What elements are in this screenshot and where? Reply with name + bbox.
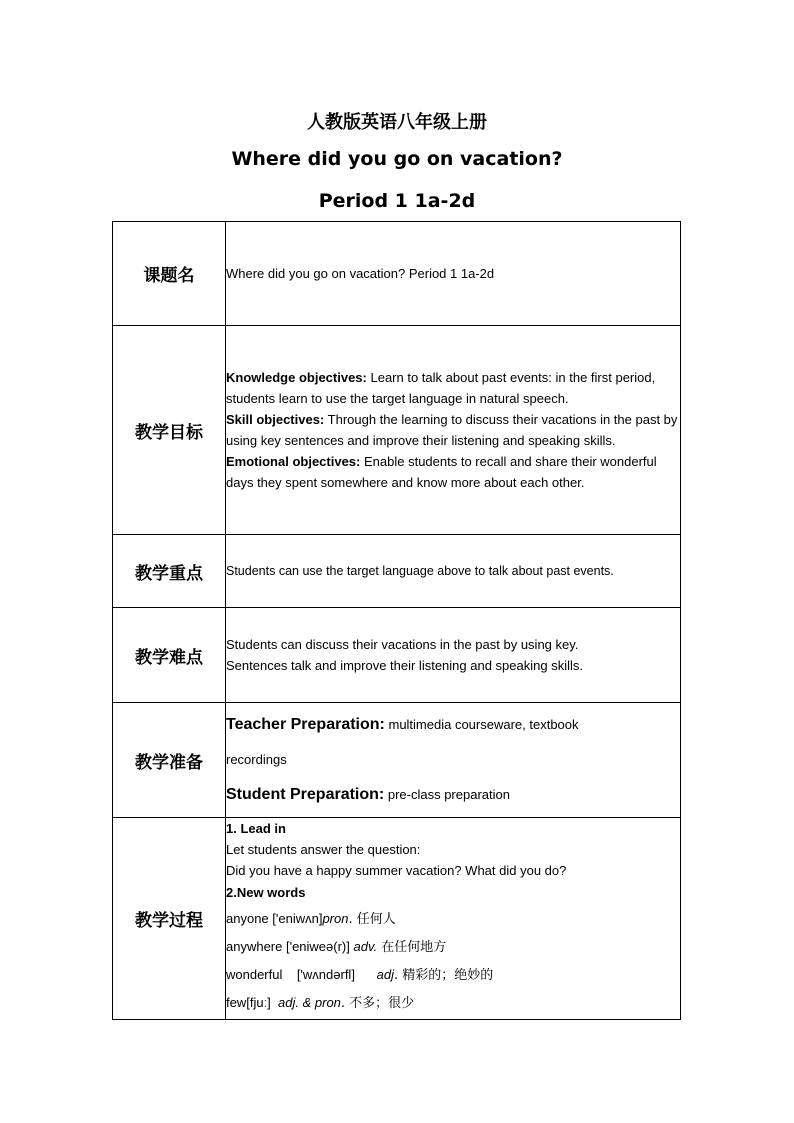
goals-content <box>226 326 681 535</box>
word-entry-few <box>226 989 680 1017</box>
difficulties-label: 教学难点 <box>113 608 226 703</box>
difficulties-content <box>226 608 681 703</box>
topic-row <box>113 222 681 326</box>
emotional-objectives-label: Emotional objectives: <box>226 454 361 469</box>
preparation-content <box>226 703 681 818</box>
emotional-objectives <box>226 451 680 493</box>
word-anywhere: anywhere ['eniweə(r)] <box>226 939 354 954</box>
preparation-label: 教学准备 <box>113 703 226 818</box>
word-entry-anyone <box>226 905 680 933</box>
step-new-words: 2.New words <box>226 885 306 900</box>
goals-row <box>113 326 681 535</box>
goals-label: 教学目标 <box>113 326 226 535</box>
document-title-period: Period 1 1a-2d <box>318 190 476 212</box>
process-content <box>226 818 681 1020</box>
word-anywhere-pos: adv. <box>353 939 378 954</box>
knowledge-objectives-label: Knowledge objectives: <box>226 370 367 385</box>
skill-objectives-label: Skill objectives: <box>226 412 325 427</box>
preparation-row <box>113 703 681 818</box>
difficulties-line-2: Sentences talk and improve their listening and speaking skills. <box>226 658 583 673</box>
word-wonderful: wonderful ['wʌndərfl] <box>226 967 377 982</box>
document-title-chinese: 人教版英语八年级上册 <box>307 112 487 133</box>
word-wonderful-meaning: . 精彩的；绝妙的 <box>393 968 494 983</box>
lesson-plan-table <box>112 221 681 1020</box>
word-few: few[fjuː] <box>226 995 279 1010</box>
skill-objectives-text: Through the learning to discuss their vacations in the past by using key sentences and improve their listening and speaking skills. <box>226 412 678 448</box>
word-few-pos: adj. & pron <box>278 995 341 1010</box>
word-entry-wonderful <box>226 961 680 989</box>
word-few-meaning: . 不多；很少 <box>340 996 415 1011</box>
word-anywhere-meaning: 在任何地方 <box>377 940 447 955</box>
difficulties-row <box>113 608 681 703</box>
student-preparation-label: Student Preparation: <box>226 786 385 803</box>
topic-content: Where did you go on vacation? Period 1 1a-2d <box>226 222 681 326</box>
word-anyone: anyone ['eniwʌn] <box>226 911 323 926</box>
word-anyone-meaning: . 任何人 <box>348 912 396 927</box>
word-wonderful-pos: adj <box>376 967 394 982</box>
key-points-content: Students can use the target language above to talk about past events. <box>226 535 681 608</box>
word-anyone-pos: pron <box>322 911 349 926</box>
teacher-preparation-continued: recordings <box>226 752 287 767</box>
teacher-preparation <box>226 710 680 740</box>
key-points-label: 教学重点 <box>113 535 226 608</box>
process-label: 教学过程 <box>113 818 226 1020</box>
teacher-preparation-label: Teacher Preparation: <box>226 716 385 733</box>
key-points-row <box>113 535 681 608</box>
emotional-objectives-text: Enable students to recall and share their wonderful days they spent somewhere and know more about each other. <box>226 454 657 490</box>
student-preparation-text: pre-class preparation <box>384 787 510 802</box>
skill-objectives <box>226 409 680 451</box>
knowledge-objectives <box>226 367 680 409</box>
lead-in-line-1: Let students answer the question: <box>226 842 421 857</box>
difficulties-line-1: Students can discuss their vacations in the past by using key. <box>226 637 579 652</box>
teacher-preparation-text: multimedia courseware, textbook <box>384 717 579 732</box>
student-preparation <box>226 780 680 810</box>
process-row <box>113 818 681 1020</box>
document-title-unit: Where did you go on vacation? <box>231 148 563 170</box>
knowledge-objectives-text: Learn to talk about past events: in the first period, students learn to use the target language in natural speech. <box>226 370 656 406</box>
word-entry-anywhere <box>226 933 680 961</box>
topic-label: 课题名 <box>113 222 226 326</box>
step-lead-in: 1. Lead in <box>226 821 286 836</box>
lead-in-line-2: Did you have a happy summer vacation? What did you do? <box>226 863 567 878</box>
